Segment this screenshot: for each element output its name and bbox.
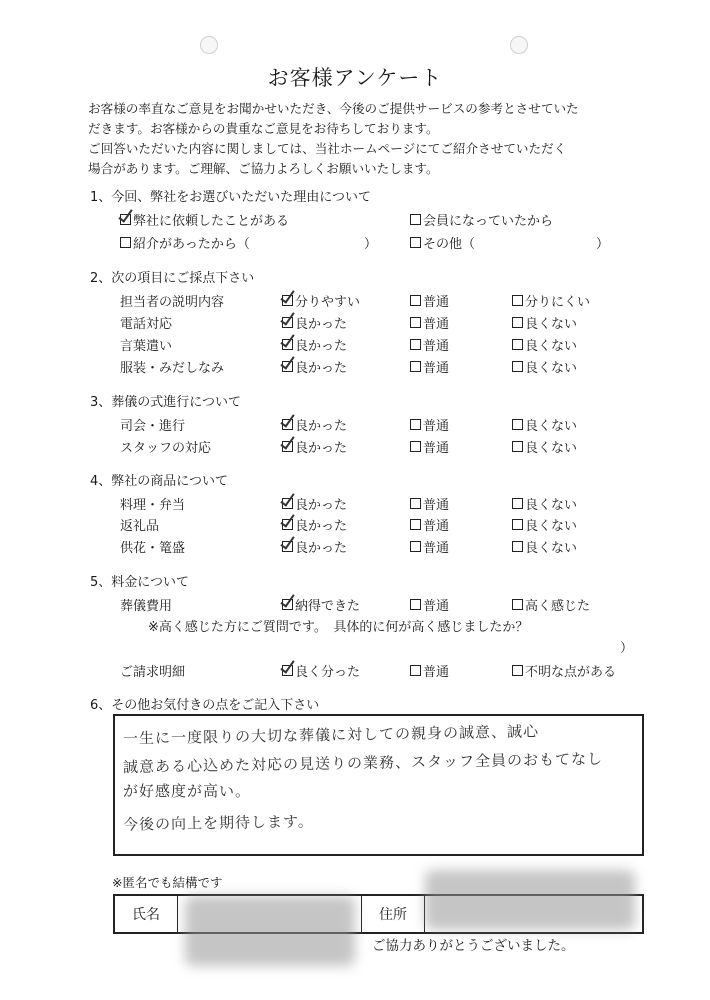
intro-line: ご回答いただいた内容に関しましては、当社ホームページにてご紹介させていただく	[88, 141, 567, 156]
checkbox[interactable]	[512, 665, 523, 676]
q4-row-label: 供花・篭盛	[120, 541, 186, 556]
q2-row1-opt-c[interactable]	[512, 291, 590, 310]
q4-row3-opt-c[interactable]	[512, 537, 577, 556]
option-label: 良くない	[525, 339, 578, 354]
option-label: その他（	[423, 237, 476, 252]
handwritten-line: 誠意ある心込めた対応の見送りの業務、スタッフ全員のおもてなし	[122, 749, 604, 777]
option-label: 良かった	[295, 498, 348, 513]
option-label: 分りにくい	[525, 295, 591, 310]
q2-row3-opt-c[interactable]	[512, 335, 577, 354]
option-label: 良かった	[295, 541, 348, 556]
q1-option-other[interactable]	[410, 233, 475, 252]
q3-row-label: 司会・進行	[120, 419, 186, 434]
checkbox-checked[interactable]	[282, 339, 293, 350]
q5-heading: 5、料金について	[90, 575, 190, 590]
option-label: 会員になっていたから	[423, 214, 554, 229]
q5-row2-opt-a[interactable]	[282, 661, 360, 680]
punch-hole	[510, 36, 528, 54]
q4-heading: 4、弊社の商品について	[90, 474, 229, 489]
q4-row3-opt-a[interactable]	[282, 537, 347, 556]
q4-row-label: 返礼品	[120, 519, 160, 534]
q4-row2-opt-c[interactable]	[512, 515, 577, 534]
checkbox[interactable]	[512, 361, 523, 372]
q4-row2-opt-a[interactable]	[282, 515, 347, 534]
q3-row2-opt-c[interactable]	[512, 437, 577, 456]
name-label: 氏名	[115, 896, 178, 932]
redacted-address	[425, 870, 635, 930]
q5-row1-opt-b[interactable]	[410, 595, 449, 614]
q2-row3-opt-b[interactable]	[410, 335, 449, 354]
option-label: 良かった	[295, 441, 348, 456]
checkbox-checked[interactable]	[282, 541, 293, 552]
checkbox[interactable]	[410, 295, 421, 306]
option-label: 良くない	[525, 317, 578, 332]
option-label: 良くない	[525, 541, 578, 556]
option-label: 分りやすい	[295, 295, 361, 310]
intro-line: お客様の率直なご意見をお聞かせいただき、今後のご提供サービスの参考とさせていた	[88, 101, 579, 116]
checkbox-checked[interactable]	[120, 214, 131, 225]
handwritten-line: が好感度が高い。	[123, 782, 252, 800]
intro-text	[88, 99, 648, 179]
checkbox[interactable]	[410, 214, 421, 225]
checkbox[interactable]	[120, 237, 131, 248]
checkbox[interactable]	[512, 541, 523, 552]
option-label: 普通	[423, 519, 450, 534]
option-label: 良くない	[525, 361, 578, 376]
checkbox-checked[interactable]	[282, 361, 293, 372]
checkbox[interactable]	[512, 295, 523, 306]
page-title: お客様アンケート	[267, 66, 443, 90]
checkbox[interactable]	[512, 419, 523, 430]
q2-row3-opt-a[interactable]	[282, 335, 347, 354]
checkbox-checked[interactable]	[282, 419, 293, 430]
option-label: 普通	[423, 441, 450, 456]
paren-close: ）	[620, 641, 634, 656]
option-label: 納得できた	[295, 599, 361, 614]
option-label: 高く感じた	[525, 599, 591, 614]
punch-hole	[200, 36, 218, 54]
q2-row1-opt-b[interactable]	[410, 291, 449, 310]
option-label: 普通	[423, 295, 450, 310]
q4-row1-opt-c[interactable]	[512, 494, 577, 513]
checkbox-checked[interactable]	[282, 441, 293, 452]
checkbox[interactable]	[410, 317, 421, 328]
option-label: 普通	[423, 361, 450, 376]
option-label: 良く分った	[295, 665, 361, 680]
q2-row4-opt-b[interactable]	[410, 357, 449, 376]
q5-row1-opt-a[interactable]	[282, 595, 360, 614]
q4-row3-opt-b[interactable]	[410, 537, 449, 556]
q5-row2-opt-b[interactable]	[410, 661, 449, 680]
q1-heading: 1、今回、弊社をお選びいただいた理由について	[90, 190, 372, 205]
option-label: 弊社に依頼したことがある	[133, 214, 290, 229]
checkbox[interactable]	[512, 317, 523, 328]
option-label: 普通	[423, 665, 450, 680]
q2-row2-opt-c[interactable]	[512, 313, 577, 332]
option-label: 普通	[423, 317, 450, 332]
q5-row-label: 葬儀費用	[120, 599, 173, 614]
checkbox[interactable]	[410, 361, 421, 372]
option-label: 良かった	[295, 419, 348, 434]
q2-row2-opt-a[interactable]	[282, 313, 347, 332]
option-label: 普通	[423, 541, 450, 556]
option-label: 普通	[423, 339, 450, 354]
q2-row2-opt-b[interactable]	[410, 313, 449, 332]
checkbox-checked[interactable]	[282, 317, 293, 328]
q3-row2-opt-a[interactable]	[282, 437, 347, 456]
q5-row1-opt-c[interactable]	[512, 595, 590, 614]
paren-close: ）	[596, 237, 610, 252]
q3-row-label: スタッフの対応	[120, 441, 212, 456]
checkbox[interactable]	[410, 498, 421, 509]
q2-row-label: 言葉遣い	[120, 339, 173, 354]
option-label: 紹介があったから（	[133, 237, 250, 252]
q1-option-member[interactable]	[410, 210, 553, 229]
q5-row2-opt-c[interactable]	[512, 661, 616, 680]
q2-row-label: 服装・みだしなみ	[120, 361, 225, 376]
handwritten-line: 今後の向上を期待します。	[122, 812, 314, 834]
thanks-message: ご協力ありがとうございました。	[372, 938, 575, 954]
checkbox[interactable]	[512, 498, 523, 509]
q4-row-label: 料理・弁当	[120, 498, 186, 513]
option-label: 良かった	[295, 519, 348, 534]
checkbox[interactable]	[410, 419, 421, 430]
q3-row1-opt-c[interactable]	[512, 415, 577, 434]
anonymous-note: ※匿名でも結構です	[112, 875, 223, 890]
address-label: 住所	[361, 896, 425, 932]
checkbox-checked[interactable]	[282, 519, 293, 530]
checkbox[interactable]	[512, 441, 523, 452]
checkbox[interactable]	[512, 599, 523, 610]
redacted-name	[185, 896, 355, 966]
q2-row-label: 担当者の説明内容	[120, 295, 225, 310]
q2-row1-opt-a[interactable]	[282, 291, 360, 310]
comment-box[interactable]	[113, 714, 644, 856]
checkbox[interactable]	[410, 441, 421, 452]
option-label: 普通	[423, 419, 450, 434]
checkbox[interactable]	[410, 599, 421, 610]
option-label: 良くない	[525, 498, 578, 513]
checkbox-checked[interactable]	[282, 295, 293, 306]
checkbox-checked[interactable]	[282, 498, 293, 509]
option-label: 不明な点がある	[525, 665, 617, 680]
q1-option-previous[interactable]	[120, 210, 289, 229]
checkbox[interactable]	[512, 519, 523, 530]
checkbox[interactable]	[512, 339, 523, 350]
option-label: 良かった	[295, 317, 348, 332]
option-label: 普通	[423, 599, 450, 614]
q4-row2-opt-b[interactable]	[410, 515, 449, 534]
checkbox-checked[interactable]	[282, 599, 293, 610]
paren-close: ）	[364, 237, 378, 252]
intro-line: だきます。お客様からの貴重なご意見をお待ちしております。	[88, 121, 439, 136]
q2-row4-opt-a[interactable]	[282, 357, 347, 376]
q2-row4-opt-c[interactable]	[512, 357, 577, 376]
q4-row1-opt-b[interactable]	[410, 494, 449, 513]
q2-row-label: 電話対応	[120, 317, 173, 332]
q4-row1-opt-a[interactable]	[282, 494, 347, 513]
intro-line: 場合があります。ご理解、ご協力よろしくお願いいたします。	[88, 161, 439, 176]
checkbox[interactable]	[410, 665, 421, 676]
q2-heading: 2、次の項目にご採点下さい	[90, 271, 255, 286]
q6-heading: 6、その他お気付きの点をご記入下さい	[90, 698, 320, 713]
option-label: 良かった	[295, 339, 348, 354]
option-label: 普通	[423, 498, 450, 513]
q5-followup-note: ※高く感じた方にご質問です。 具体的に何が高く感じましたか？	[148, 620, 529, 635]
option-label: 良くない	[525, 441, 578, 456]
q1-option-referral[interactable]	[120, 233, 250, 252]
q3-row1-opt-b[interactable]	[410, 415, 449, 434]
checkbox-checked[interactable]	[282, 665, 293, 676]
q3-row1-opt-a[interactable]	[282, 415, 347, 434]
checkbox[interactable]	[410, 339, 421, 350]
checkbox[interactable]	[410, 541, 421, 552]
checkbox[interactable]	[410, 237, 421, 248]
handwritten-line: 一生に一度限りの大切な葬儀に対しての親身の誠意、誠心	[122, 722, 540, 748]
option-label: 良くない	[525, 419, 578, 434]
checkbox[interactable]	[410, 519, 421, 530]
option-label: 良くない	[525, 519, 578, 534]
q3-heading: 3、葬儀の式進行について	[90, 395, 242, 410]
q5-row-label: ご請求明細	[120, 665, 186, 680]
option-label: 良かった	[295, 361, 348, 376]
q3-row2-opt-b[interactable]	[410, 437, 449, 456]
